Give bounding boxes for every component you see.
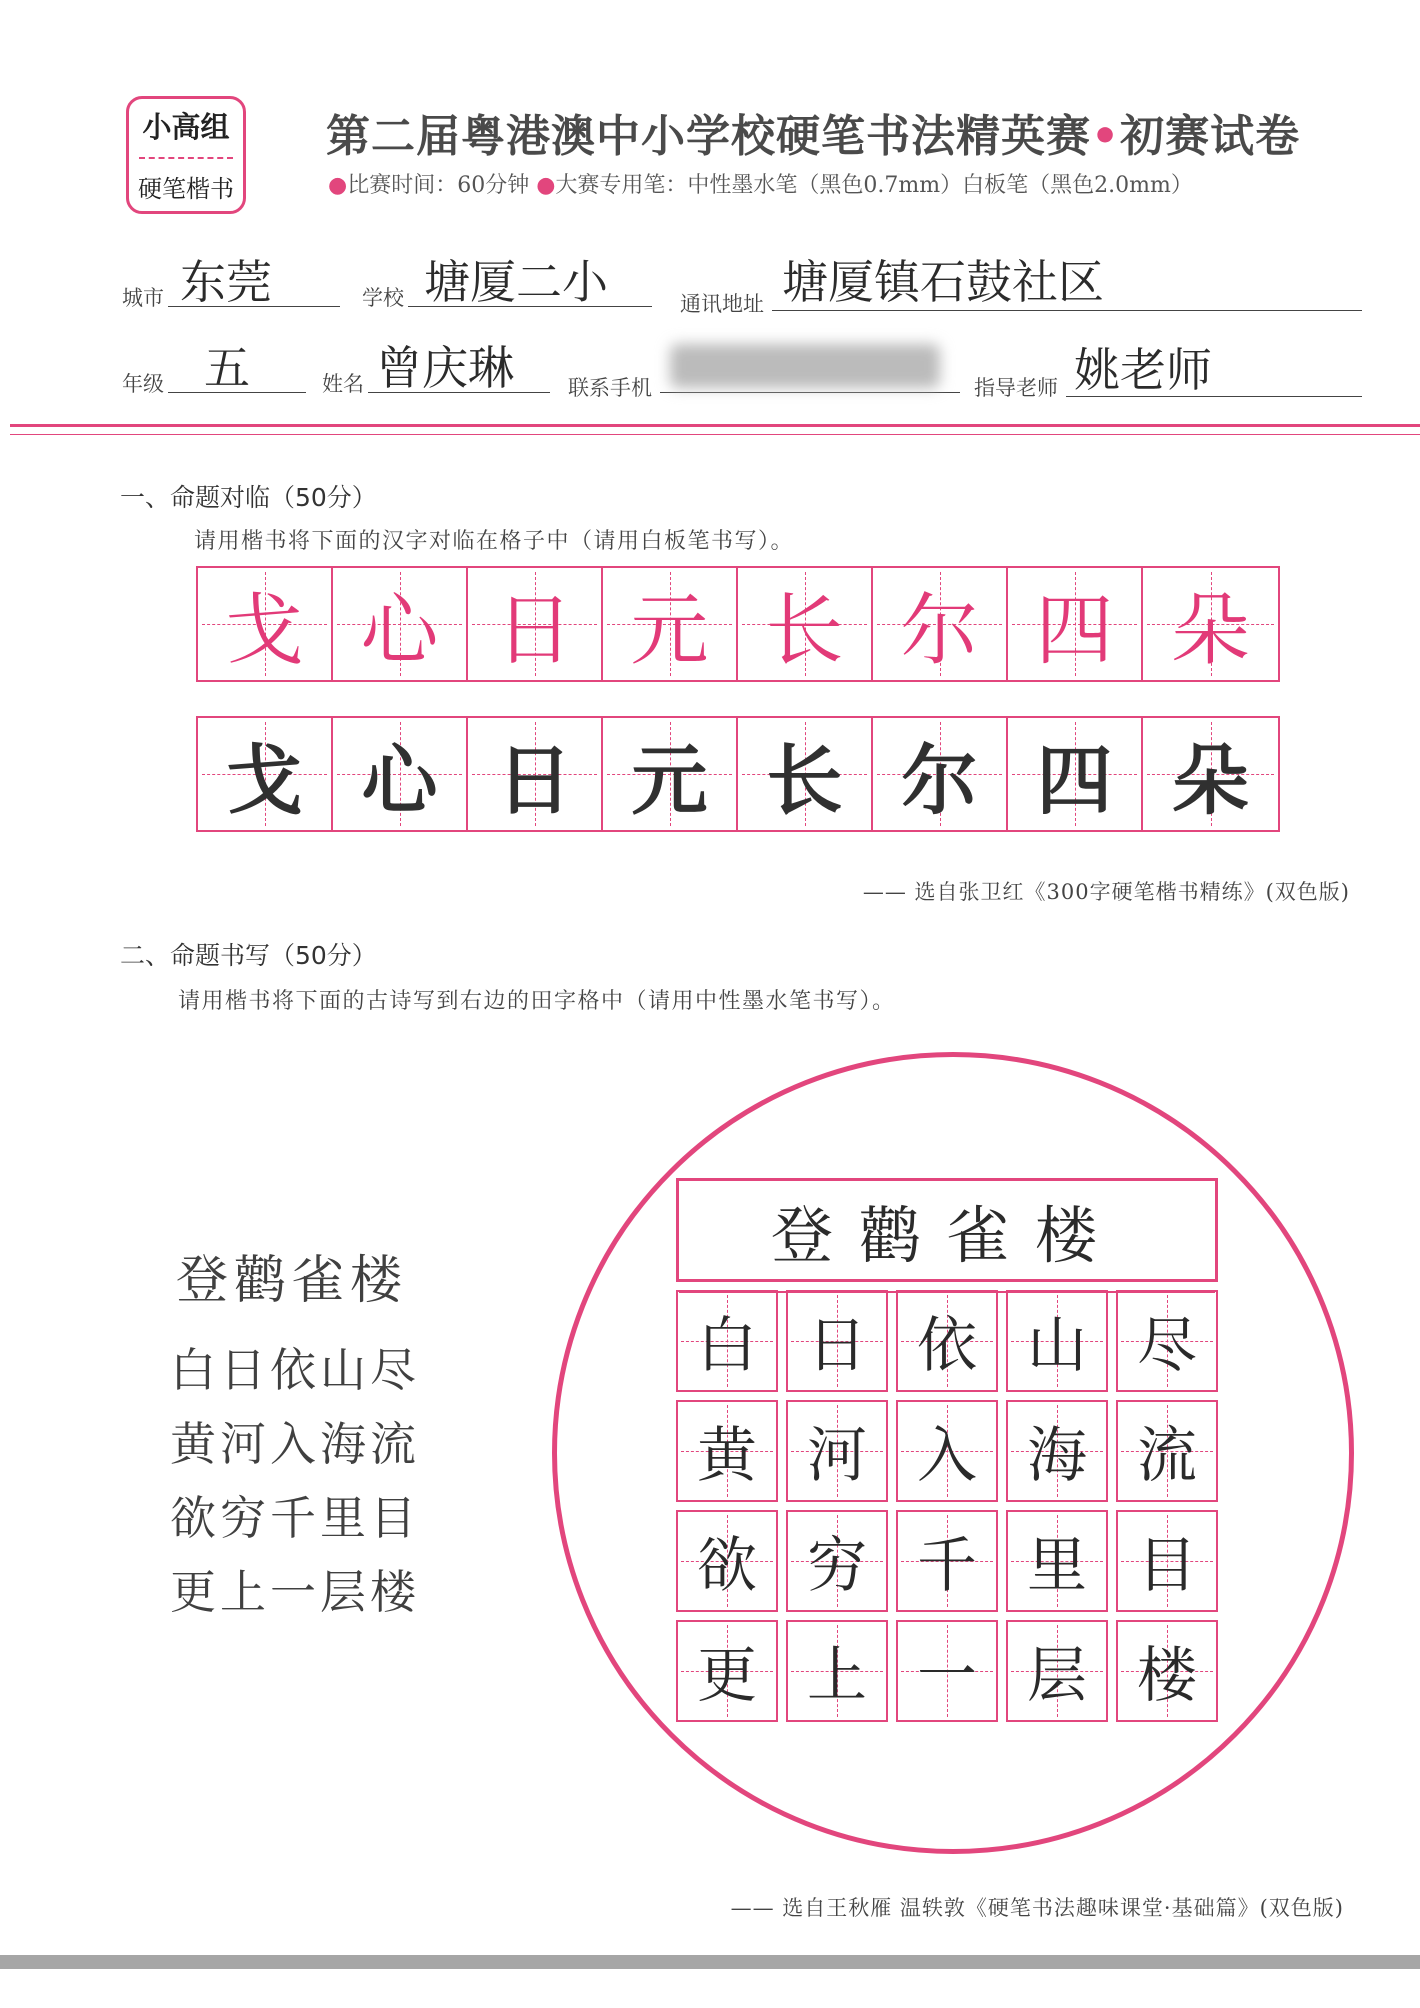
written-char: 长 [766,735,843,825]
model-char-cell [198,568,333,680]
written-char: 千 [917,1531,977,1601]
tianzige-cell [786,1510,888,1612]
bullet-dot: ● [536,173,556,198]
competition-time: 比赛时间：60分钟 [347,173,530,198]
tianzige-cell [1006,1510,1108,1612]
scan-bottom-bar [0,1955,1420,1969]
badge-category-label: 硬笔楷书 [138,175,234,203]
written-char: 元 [631,735,708,825]
written-char-cell [1143,718,1278,830]
subtitle-info [328,168,1193,199]
tianzige-cell [676,1620,778,1722]
written-char: 穷 [807,1531,867,1601]
written-char: 层 [1027,1641,1087,1711]
badge-divider [139,157,233,159]
model-char: 元 [630,586,709,676]
poem-line: 更上一层楼 [170,1565,420,1619]
tianzige-grid [676,1290,1218,1722]
tianzige-cell [1116,1620,1218,1722]
school-label: 学校 [362,286,404,310]
written-char: 尔 [901,735,978,825]
section1-heading: 一、命题对临（50分） [120,483,377,512]
written-char: 黄 [697,1421,757,1491]
page-title [326,100,1300,164]
bullet-dot: ● [328,173,348,198]
header-divider-thin [10,434,1420,435]
tianzige-cell [676,1400,778,1502]
tianzige-cell [1116,1290,1218,1392]
address-label: 通讯地址 [680,292,764,316]
header-divider [10,424,1420,427]
poem-line: 白日依山尽 [170,1343,420,1397]
written-poem-title: 登鹳雀楼 [770,1198,1123,1272]
city-label: 城市 [122,286,164,310]
written-char: 河 [807,1421,867,1491]
phone-value-redacted [670,344,940,388]
pen-requirement: 大赛专用笔：中性墨水笔（黑色0.7mm）白板笔（黑色2.0mm） [555,173,1193,198]
title-main: 第二届粤港澳中小学校硬笔书法精英赛 [326,111,1091,162]
copy-char-grid [196,716,1280,832]
written-char: 山 [1027,1311,1087,1381]
tianzige-cell [676,1510,778,1612]
tianzige-cell [786,1400,888,1502]
city-value: 东莞 [180,255,272,309]
tianzige-cell [1006,1400,1108,1502]
name-label: 姓名 [322,372,364,396]
section2-heading: 二、命题书写（50分） [120,941,377,970]
written-char: 依 [917,1311,977,1381]
written-char: 戈 [226,735,303,825]
written-char-cell [738,718,873,830]
model-char-cell [603,568,738,680]
section2-credit: —— 选自王秋雁 温轶敦《硬笔书法趣味课堂·基础篇》(双色版) [730,1896,1344,1920]
tianzige-cell [1006,1290,1108,1392]
title-suffix: 初赛试卷 [1120,111,1301,162]
written-char: 日 [807,1311,867,1381]
tianzige-cell [1116,1510,1218,1612]
written-title-box [676,1178,1218,1282]
title-dot: • [1091,111,1121,162]
teacher-value: 姚老师 [1074,343,1212,397]
model-char: 尔 [900,586,979,676]
tianzige-cell [676,1290,778,1392]
section1-instruction: 请用楷书将下面的汉字对临在格子中（请用白板笔书写）。 [194,529,795,554]
poem-line: 欲穷千里目 [170,1491,420,1545]
grade-label: 年级 [122,372,164,396]
address-value: 塘厦镇石鼓社区 [782,255,1104,309]
tianzige-cell [896,1290,998,1392]
phone-label: 联系手机 [568,376,652,400]
written-char: 朵 [1172,735,1249,825]
written-char: 日 [496,735,573,825]
written-char: 流 [1137,1421,1197,1491]
name-value: 曾庆琳 [376,341,514,395]
model-char: 戈 [225,586,304,676]
tianzige-cell [896,1620,998,1722]
written-char: 入 [917,1421,977,1491]
written-char: 海 [1027,1421,1087,1491]
model-char-cell [873,568,1008,680]
model-char-cell [1008,568,1143,680]
poem-title: 登鹳雀楼 [176,1251,409,1311]
model-char-cell [738,568,873,680]
phone-field-line [660,392,960,393]
written-char: 心 [361,735,438,825]
written-char-cell [873,718,1008,830]
model-char: 长 [765,586,844,676]
tianzige-cell [786,1290,888,1392]
written-char: 目 [1137,1531,1197,1601]
written-char: 上 [807,1641,867,1711]
model-char-cell [1143,568,1278,680]
model-char-cell [333,568,468,680]
written-char-cell [468,718,603,830]
written-char: 一 [917,1641,977,1711]
tianzige-cell [786,1620,888,1722]
tianzige-cell [896,1400,998,1502]
written-char-cell [333,718,468,830]
written-char: 四 [1036,735,1113,825]
model-char: 日 [495,586,574,676]
model-char: 朵 [1171,586,1250,676]
written-char: 尽 [1137,1311,1197,1381]
written-char: 里 [1027,1531,1087,1601]
tianzige-cell [1006,1620,1108,1722]
tianzige-cell [896,1510,998,1612]
teacher-label: 指导老师 [974,376,1058,400]
written-char-cell [1008,718,1143,830]
written-char: 白 [697,1311,757,1381]
written-char-cell [603,718,738,830]
written-char: 欲 [697,1531,757,1601]
model-char-grid [196,566,1280,682]
model-char-cell [468,568,603,680]
written-char: 楼 [1137,1641,1197,1711]
written-char-cell [198,718,333,830]
model-char: 四 [1035,586,1114,676]
school-value: 塘厦二小 [424,255,608,309]
grade-value: 五 [204,341,250,395]
tianzige-cell [1116,1400,1218,1502]
section2-instruction: 请用楷书将下面的古诗写到右边的田字格中（请用中性墨水笔书写）。 [178,989,896,1014]
poem-line: 黄河入海流 [170,1417,420,1471]
written-char: 更 [697,1641,757,1711]
model-char: 心 [360,586,439,676]
group-badge [126,96,246,214]
section1-credit: —— 选自张卫红《300字硬笔楷书精练》(双色版) [862,880,1350,904]
badge-group-label: 小高组 [142,110,230,144]
